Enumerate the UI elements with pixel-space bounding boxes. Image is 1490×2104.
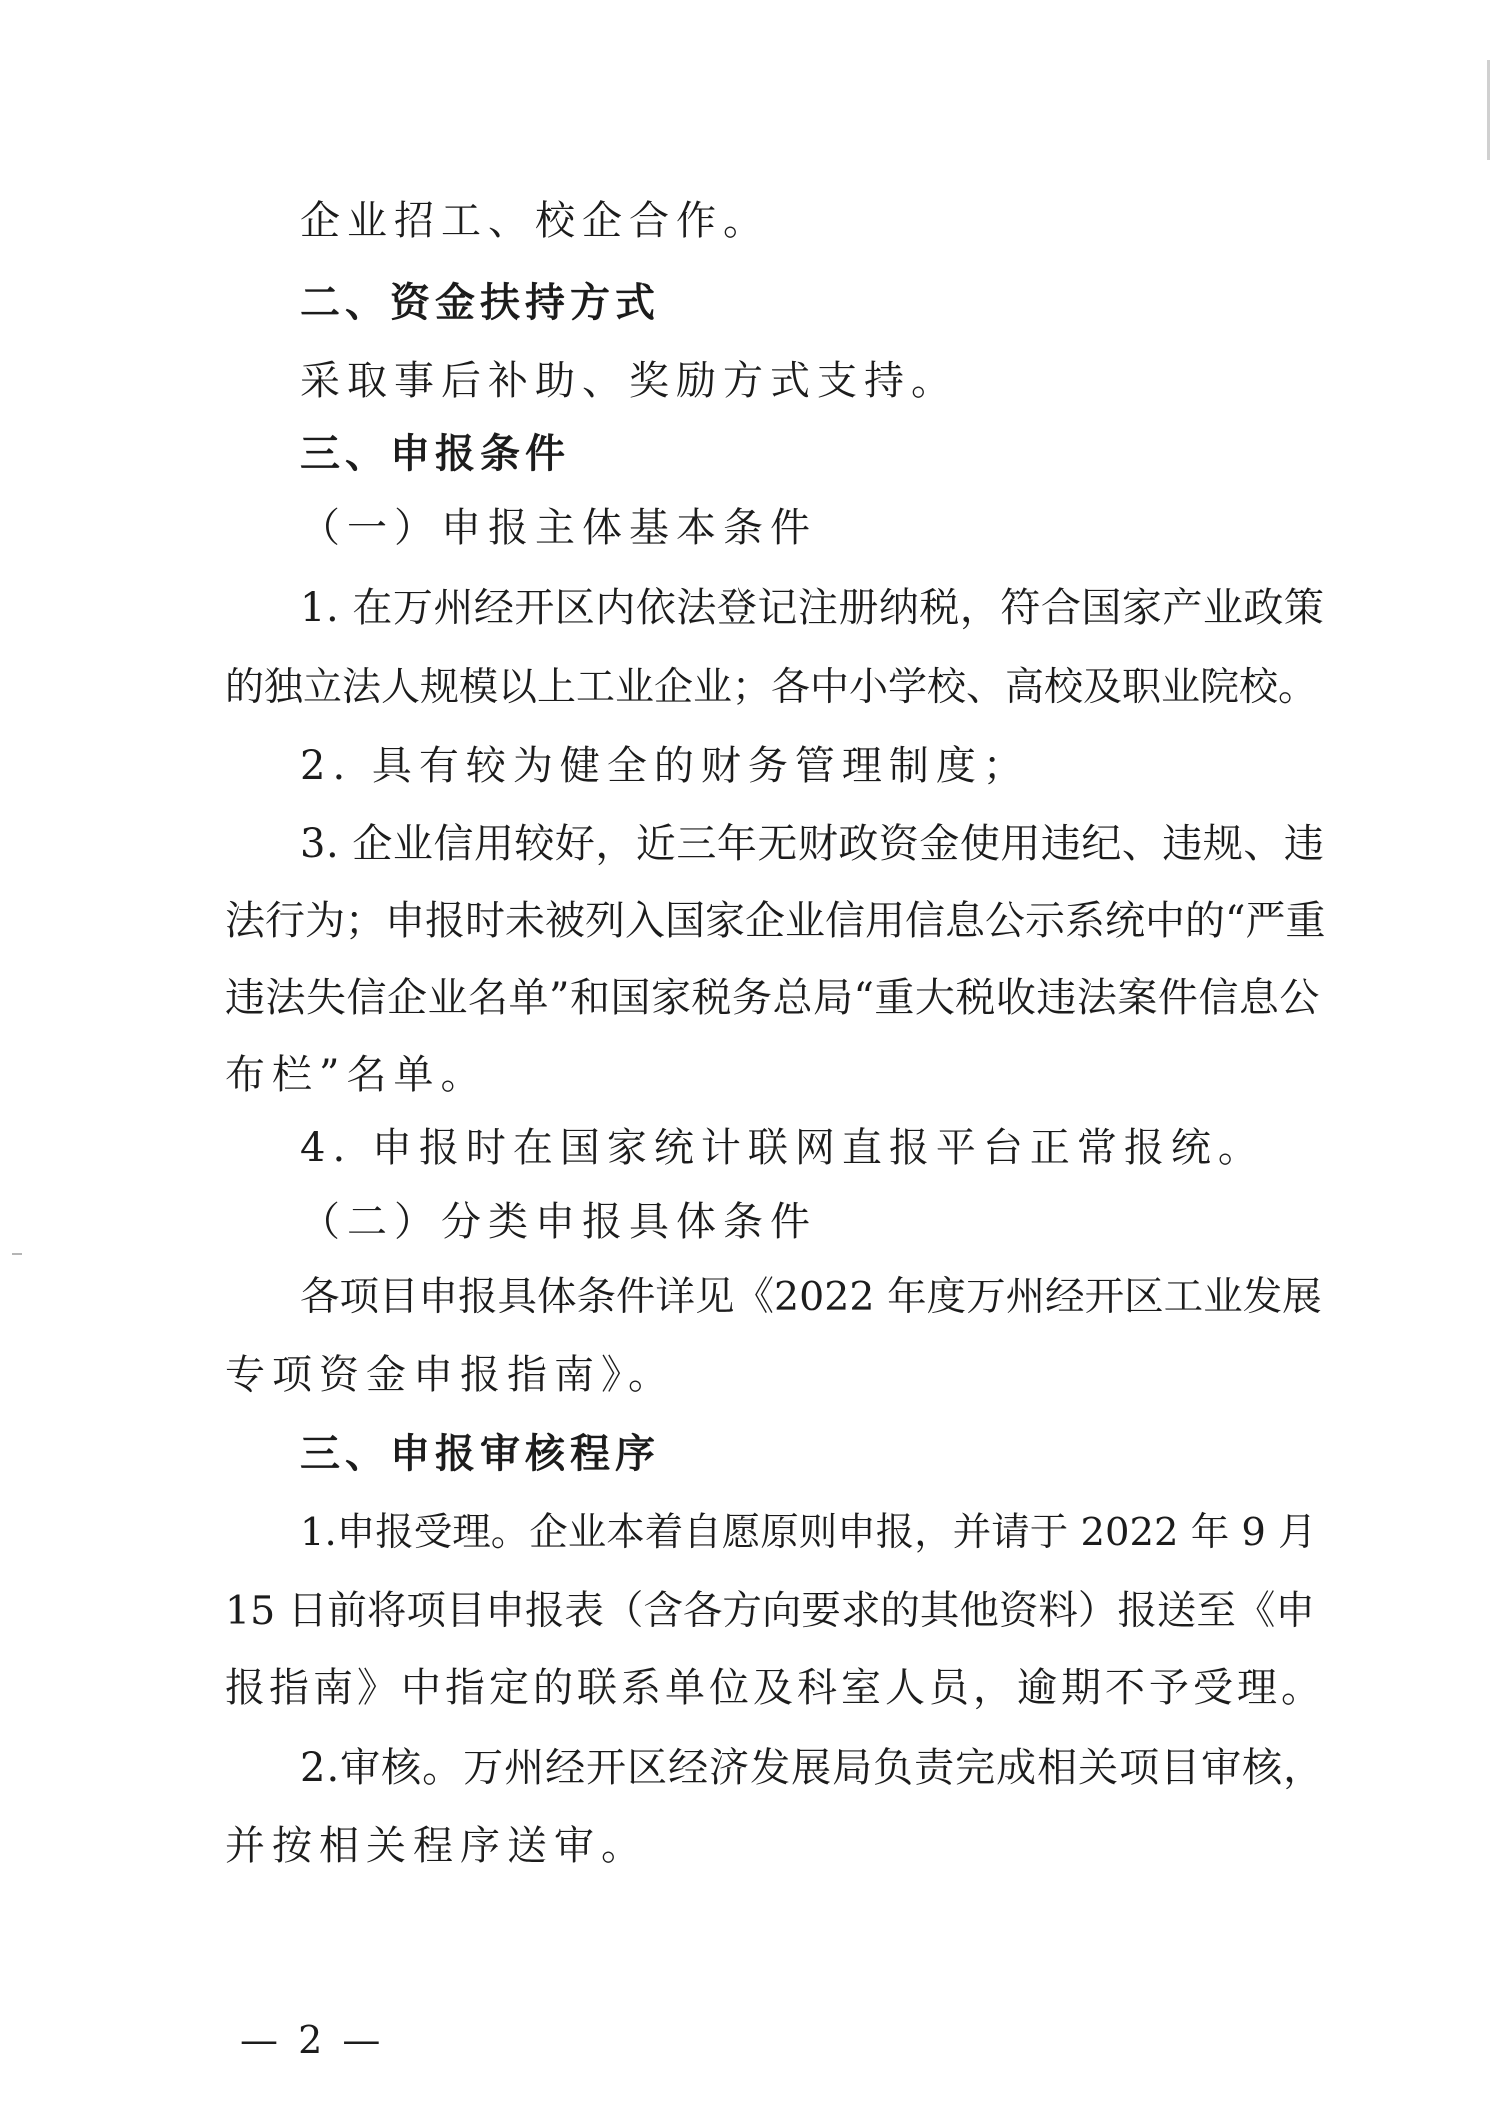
paragraph-line: 并按相关程序送审。 (225, 1823, 648, 1869)
section-heading-conditions: 三、申报条件 (300, 430, 570, 477)
paragraph-line: 的独立法人规模以上工业企业；各中小学校、高校及职业院校。 (225, 665, 1318, 710)
paragraph-line: 1.申报受理。企业本着自愿原则申报，并请于 2022 年 9 月 (300, 1510, 1317, 1555)
paragraph-line: 采取事后补助、奖励方式支持。 (300, 358, 958, 404)
paragraph-line: 布栏”名单。 (225, 1052, 488, 1098)
paragraph-line: 4. 申报时在国家统计联网直报平台正常报统。 (300, 1125, 1265, 1171)
paragraph-line: 专项资金申报指南》。 (225, 1352, 675, 1398)
subsection-heading-category-conditions: （二）分类申报具体条件 (300, 1199, 817, 1245)
paragraph-line: 2.审核。万州经开区经济发展局负责完成相关项目审核， (300, 1745, 1325, 1791)
paragraph-line: 各项目申报具体条件详见《2022 年度万州经开区工业发展 (300, 1274, 1322, 1320)
paragraph-line: 2. 具有较为健全的财务管理制度； (300, 743, 1030, 789)
section-heading-review-procedure: 三、申报审核程序 (300, 1430, 660, 1477)
page-number: — 2 — (240, 2018, 385, 2062)
subsection-heading-basic-conditions: （一）申报主体基本条件 (300, 505, 817, 551)
paragraph-line: 违法失信企业名单”和国家税务总局“重大税收违法案件信息公 (225, 975, 1320, 1021)
paragraph-line: 3. 企业信用较好，近三年无财政资金使用违纪、违规、违 (300, 821, 1325, 867)
paragraph-line: 法行为；申报时未被列入国家企业信用信息公示系统中的“严重 (225, 898, 1326, 944)
paragraph-line: 15 日前将项目申报表（含各方向要求的其他资料）报送至《申 (225, 1588, 1315, 1634)
section-heading-funding-method: 二、资金扶持方式 (300, 279, 660, 326)
scan-mark (12, 1253, 22, 1255)
paragraph-line: 报指南》中指定的联系单位及科室人员，逾期不予受理。 (225, 1665, 1325, 1711)
paragraph-line: 1. 在万州经开区内依法登记注册纳税，符合国家产业政策 (300, 585, 1325, 631)
paragraph-line: 企业招工、校企合作。 (300, 198, 770, 244)
